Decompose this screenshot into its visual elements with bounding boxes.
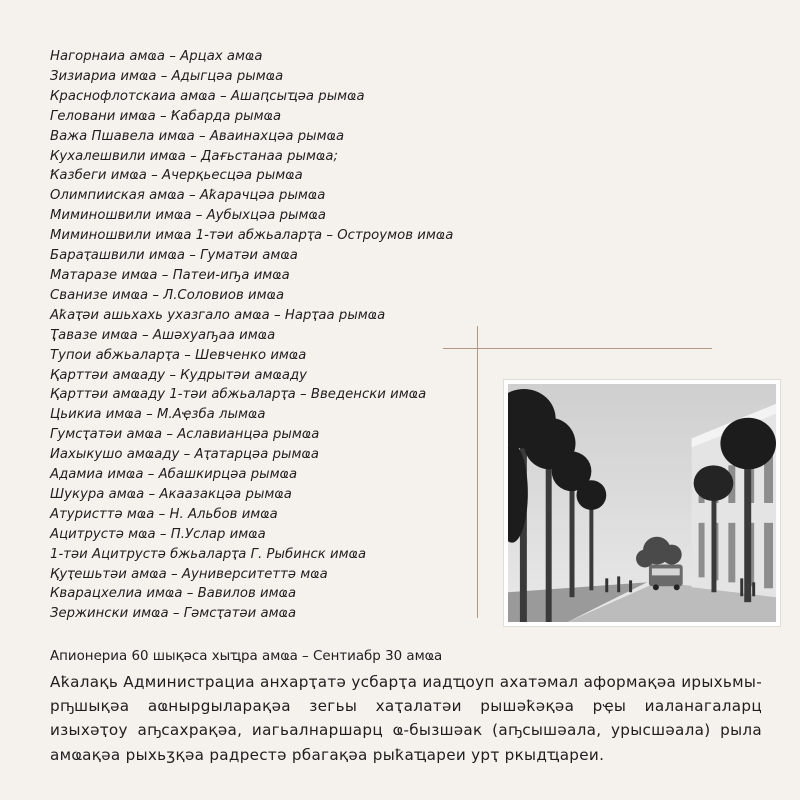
list-item: Кухалешвили имҩа – Дағьстанаа рымҩа; [50, 148, 338, 164]
list-item: Зержински имҩа – Гәмсҭатәи амҩа [50, 606, 297, 622]
list-item: Олимпииская амҩа – Аҟарачцәа рымҩа [50, 188, 326, 204]
list-item: Адамиа имҩа – Абашкирцәа рымҩа [50, 467, 298, 483]
list-item: Цьикиа имҩа – М.Аҿзба лымҩа [50, 407, 266, 423]
list-item: Бараҭашвили имҩа – Гуматәи амҩа [50, 248, 298, 264]
list-item: Ацитрустә мҩа – П.Услар имҩа [50, 526, 266, 542]
street-rename-list [50, 47, 453, 624]
list-item: Тупои абжьаларҭа – Шевченко имҩа [50, 347, 307, 363]
list-item: Матаразе имҩа – Патеи-иҧа имҩа [50, 267, 290, 283]
list-item: Краснофлотскаиа амҩа – Ашаԥсыҵәа рымҩа [50, 88, 365, 104]
list-item: Миминошвили имҩа – Аубыхцәа рымҩа [50, 208, 326, 224]
list-item: Қуҭешьтәи амҩа – Ауниверситеттә мҩа [50, 566, 328, 582]
list-item: Қарттәи амҩаду – Кудрытәи амҩаду [50, 367, 307, 383]
list-item: Ҟазбеги имҩа – Ачерқьесцәа рымҩа [50, 168, 303, 184]
list-item: Геловани имҩа – Ҟабарда рымҩа [50, 108, 282, 124]
list-item: Аҟаҭәи ашьхахь ухазгало амҩа – Нарҭаа рымҩа [50, 307, 386, 323]
body-paragraph: Аҟалақь Администрациа анхарҭатә усбарҭа иадҵоуп ахатәмал афоpмақәа ирыхьмы-рҧшықәа аҩнырgыларақәа зегьы хаҭалатәи рышәҟәқәа рҿы иаланагаларц изыхәҭоу аҧсахрақәа, иагьалнаршарц ҩ-бызшәак (аҧсышәала, урысшәала) рыла амҩақәа рыхьӡқәа радрестә рбагақәа рыҟаҵареи урҭ ркыдҵареи. [50, 673, 762, 764]
list-item: Гумсҭатәи амҩа – Аславианцәа рымҩа [50, 427, 320, 443]
list-item: 1-тәи Ацитрустә бжьаларҭа Г. Рыбинск имҩа [50, 546, 367, 562]
list-item: Шукура амҩа – Акаазакцәа рымҩа [50, 486, 292, 502]
list-item: Зизиариа имҩа – Адыгцәа рымҩа [50, 68, 284, 84]
list-item: Миминошвили имҩа 1-тәи абжьаларҭа – Остроумов имҩа [50, 228, 454, 244]
divider-horizontal [443, 348, 712, 349]
divider-vertical [477, 326, 478, 618]
list-item: Нагорнаиа амҩа – Арцах амҩа [50, 49, 263, 64]
list-item: Сванизе имҩа – Л.Соловиов имҩа [50, 287, 285, 303]
list-item: Важа Пшавела имҩа – Аваинахцәа рымҩа [50, 128, 345, 144]
list-item: Ҭавазе имҩа – Ашәхуаҧаа имҩа [50, 327, 276, 343]
street-photo-illustration [508, 384, 776, 622]
list-item: Атуристтә мҩа – Н. Альбов имҩа [50, 506, 278, 522]
list-item: Иахыкушо амҩаду – Аҭатарцәа рымҩа [50, 447, 319, 463]
subtitle-note: Апионериа 60 шықәса хыҵра амҩа – Сентиабр 30 амҩа [50, 649, 443, 664]
list-item: Кварацхелиа имҩа – Вавилов имҩа [50, 586, 297, 602]
list-item: Қарттәи амҩаду 1-тәи абжьаларҭа – Введенски имҩа [50, 387, 427, 403]
street-photo [503, 379, 781, 627]
